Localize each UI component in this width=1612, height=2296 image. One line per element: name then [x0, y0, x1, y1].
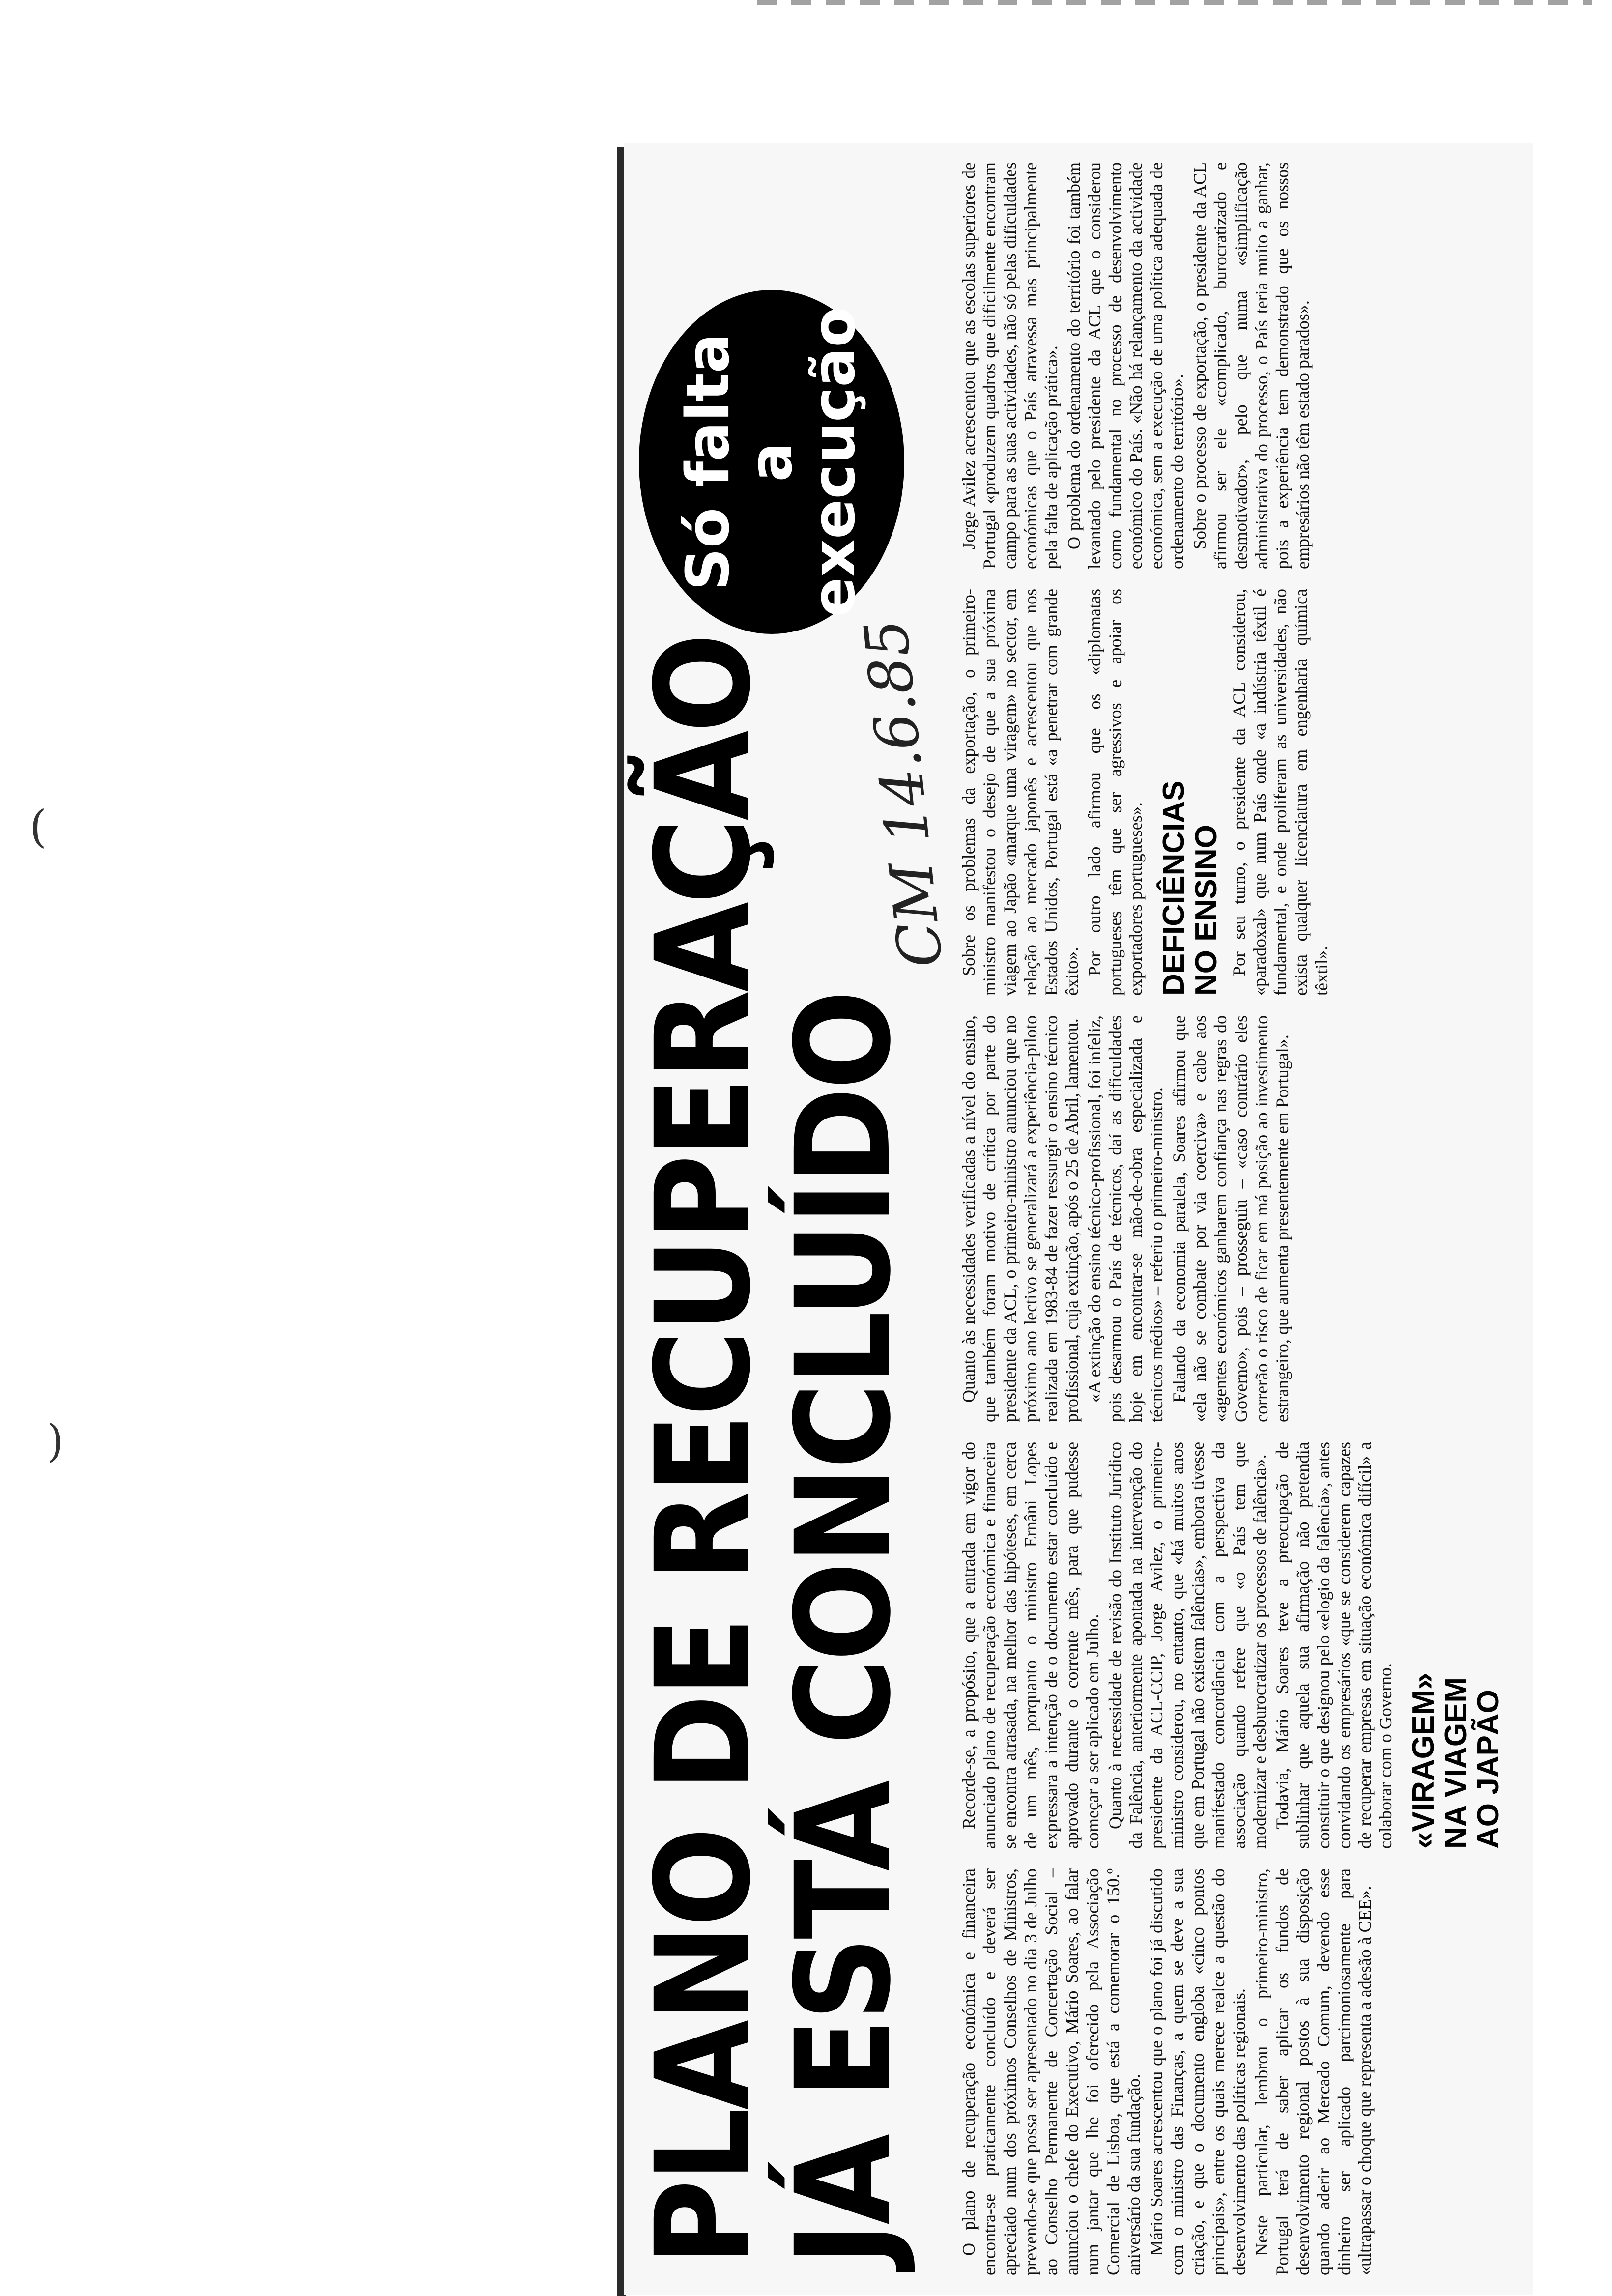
execution-badge	[639, 290, 904, 634]
badge-line-2: a	[737, 442, 806, 482]
paragraph: Por seu turno, o presidente da ACL considerou, «paradoxal» que num País onde «a indústria têxtil é fundamental, e onde proliferam as universidades, não exista qualquer licenciatura em engenharia química têxtil».	[1229, 589, 1331, 996]
article-column-1	[958, 1868, 1519, 2275]
paragraph: Neste particular, lembrou o primeiro-ministro, Portugal terá de saber aplicar os fundos de desenvolvimento regional postos à sua disposição quando aderir ao Mercado Comum, devendo esse dinheiro ser aplicado parcimoniosamente para «ultrapassar o choque que representa a adesão à CEE».	[1252, 1868, 1375, 2275]
badge-line-3: execução	[800, 307, 868, 617]
subheading-line: NO ENSINO	[1189, 825, 1223, 996]
handwritten-annotation: CM 14.6.85	[852, 616, 956, 971]
newspaper-clipping	[624, 143, 1533, 2295]
article-column-4	[958, 589, 1519, 996]
paragraph: Falando da economia paralela, Soares afirmou que «ela não se combate por via coerciva» e cabe aos «agentes económicos ganharem confiança nas regras do Governo», pois – prosseguiu – «caso contrário eles correrão o risco de ficar em má posição ao investimento estrangeiro, que aumenta presentemente em Portugal».	[1169, 1015, 1292, 1422]
scan-border-noise	[757, 0, 1592, 5]
paragraph: Quanto à necessidade de revisão do Instituto Jurídico da Falência, anteriormente apontada na intervenção do presidente da ACL-CCIP, Jorge Avilez, o primeiro-ministro considerou, no entanto, que «há muitos anos que em Portugal não existem falências», embora tivesse manifestado concordância com a perspectiva da associação quando refere que «o País tem que modernizar e desburocratizar os processos de falência».	[1105, 1442, 1269, 1849]
paragraph: Recorde-se, a propósito, que a entrada em vigor do anunciado plano de recuperação económica e financeira se encontra atrasada, na melhor das hipóteses, em cerca de um mês, porquanto o ministro Ernâni Lopes expressara a intenção de o documento estar concluído e aprovado durante o corrente mês, para que pudesse começar a ser aplicado em Julho.	[959, 1442, 1102, 1849]
subheading-line: DEFICIÊNCIAS	[1157, 780, 1191, 996]
article-columns	[958, 162, 1519, 2275]
article-column-5	[958, 162, 1519, 569]
article-column-2	[958, 1442, 1519, 1849]
paragraph: Quanto às necessidades verificadas a nível do ensino, que também foram motivo de crítica por parte do presidente da ACL, o primeiro-ministro anunciou que no próximo ano lectivo se generalizará a experiência-piloto realizada em 1983-84 de fazer ressurgir o ensino técnico profissional, cuja extinção, após o 25 de Abril, lamentou.	[959, 1015, 1082, 1422]
margin-mark-right: )	[47, 1415, 64, 1467]
headline-line-2: JÁ ESTÁ CONCLUÍDO	[768, 992, 920, 2266]
paragraph: O plano de recuperação económica e financeira encontra-se praticamente concluído e deverá ser apreciado num dos próximos Conselhos de Ministros, prevendo-se que possa ser apresentado no dia 3 de Julho ao Conselho Permanente de Concertação Social – anunciou o chefe do Executivo, Mário Soares, ao falar num jantar que lhe foi oferecido pela Associação Comercial de Lisboa, que está a comemorar o 150.º aniversário da sua fundação.	[959, 1868, 1144, 2275]
paragraph: Jorge Avilez acrescentou que as escolas superiores de Portugal «produzem quadros que dificilmente encontram campo para as suas actividades, não só pelas dificuldades económicas que o País atravessa mas principalmente pela falta de aplicação prática».	[959, 162, 1061, 569]
paragraph: Sobre os problemas da exportação, o primeiro-ministro manifestou o desejo de que a sua próxima viagem ao Japão «marque uma viragem» no sector, em relação ao mercado japonês e acrescentou que nos Estados Unidos, Portugal está «a penetrar com grande êxito».	[959, 589, 1082, 996]
paragraph: «A extinção do ensino técnico-profissional, foi infeliz, pois desarmou o País de técnicos, daí as dificuldades hoje em encontrar-se mão-de-obra especializada e técnicos médios» – referiu o primeiro-ministro.	[1085, 1015, 1166, 1422]
subheading-line: «VIRAGEM»	[1407, 1672, 1440, 1849]
paragraph: Mário Soares acrescentou que o plano foi já discutido com o ministro das Finanças, a quem se deve a sua criação, e que o documento engloba «cinco pontos principais», entre os quais merece realce a questão do desenvolvimento das políticas regionais.	[1147, 1868, 1249, 2275]
article-column-3	[958, 1015, 1519, 1422]
subheading-line: AO JAPÃO	[1471, 1690, 1505, 1849]
article-rotated	[624, 143, 1533, 2295]
subheading-ensino	[1158, 589, 1223, 996]
paragraph: Todavia, Mário Soares teve a preocupação de sublinhar que aquela sua afirmação não pretendia constituir o que designou pelo «elogio da falência», antes convidando os empresários «que se considerem capazes de recuperar empresas em situação económica difícil» a colaborar com o Governo.	[1272, 1442, 1395, 1849]
paragraph: Por outro lado afirmou que os «diplomatas portugueses têm que ser agressivos e apoiar os exportadores portugueses».	[1085, 589, 1146, 996]
paragraph: Sobre o processo de exportação, o presidente da ACL afirmou ser ele «complicado, burocratizado e desmotivador», pelo que numa «simplificação administrativa do processo, o País teria muito a ganhar, pois a experiência tem demonstrado que os nossos empresários não têm estado parados».	[1190, 162, 1313, 569]
subheading-line: NA VIAGEM	[1439, 1677, 1473, 1849]
paragraph: O problema do ordenamento do território foi também levantado pelo presidente da ACL que o considerou como fundamental no processo de desenvolvimento económico do País. «Não há relançamento da actividade económica, sem a execução de uma política adequada de ordenamento do território».	[1064, 162, 1187, 569]
subheading-viagem	[1408, 1442, 1505, 1849]
headline-line-1: PLANO DE RECUPERAÇÃO	[628, 635, 779, 2266]
badge-line-1: Só falta	[674, 333, 743, 591]
margin-mark-left: (	[29, 801, 47, 853]
